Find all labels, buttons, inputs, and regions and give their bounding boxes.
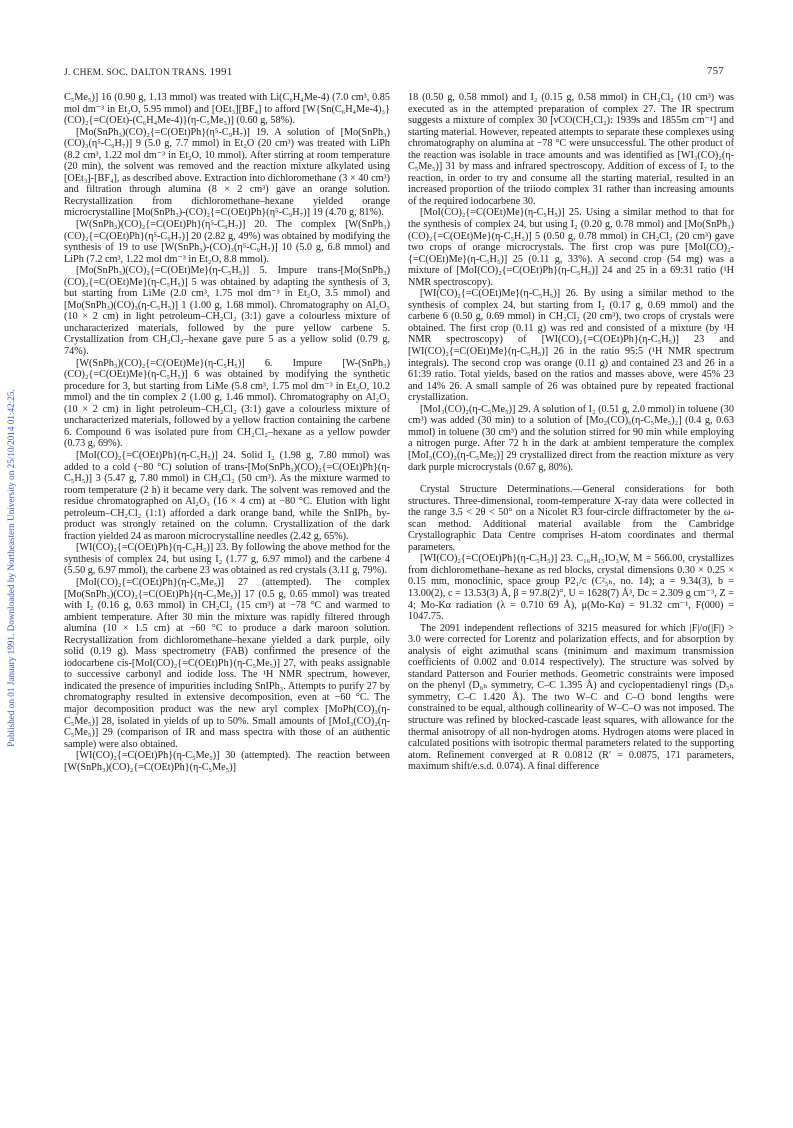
paragraph: [MoI(CO)₂{=C(OEt)Me}(η-C₅H₅)] 25. Using a similar method to that for the synthesis of complex 24, but using I₂ (0.20 g, 0.78 mmol) and [Mo(SnPh₃)(CO)₂{=C(OEt)Me}(η-C₅H₅)] 5 (0.50 g, 0.78 mmol) in CH₂Cl₂ (20 cm³) gave two crops of orange microcrystals. The first crop was pure [MoI(CO)₂-{=C(OEt)Me}(η-C₅H₅)] 25 (0.11 g, 33%). A second crop (54 mg) was a mixture of [MoI(CO)₂{=C(OEt)Ph}(η-C₅H₅)] 24 and 25 in a 69:31 ratio (¹H NMR spectroscopy). <box>408 207 734 288</box>
paragraph: [W(SnPh₃)(CO)₂{=C(OEt)Me}(η-C₅H₅)] 6. Impure [W-(SnPh₃)(CO)₂{=C(OEt)Me}(η-C₅H₅)] 6 was obtained by modifying the synthetic procedure for 3, but starting from LiMe (5.8 cm³, 1.75 mol dm⁻³ in Et₂O, 10.2 mmol) and the tin complex 2 (1.00 g, 1.46 mmol). Chromatography on Al₂O₃ (10 × 2 cm) in light petroleum–CH₂Cl₂ (3:1) gave a colourless mixture of uncharacterized materials, followed by a yellow fraction containing the carbene 6. Compound 6 was isolated pure from CH₂Cl₂–hexane as a yellow powder (0.73 g, 69%). <box>64 357 390 450</box>
paragraph: [WI(CO)₂{=C(OEt)Ph}(η-C₅H₅)] 23. By following the above method for the synthesis of complex 24, but using I₂ (1.77 g, 6.97 mmol) and the carbene 4 (5.50 g, 6.97 mmol), the carbene 23 was obtained as red crystals (3.11 g, 79%). <box>64 542 390 577</box>
download-watermark-text: Published on 01 January 1991. Downloaded by Northeastern University on 25/10/2014 01:42:25. <box>6 388 16 747</box>
left-column <box>64 92 390 773</box>
journal-year: 1991 <box>209 66 233 78</box>
paragraph: [MoI₃(CO)₂(η-C₅Me₅)] 29. A solution of I₂ (0.51 g, 2.0 mmol) in toluene (30 cm³) was added (30 min) to a solution of [Mo₂(CO)₆(η-C₅Me₅)₂] (0.4 g, 0.63 mmol) in toluene (30 cm³) and the solution stirred for 90 min while employing a nitrogen purge. After 72 h in the dark at ambient temperature the complex [MoI₃(CO)₂(η-C₅Me₅)] 29 crystallized direct from the reaction mixture as very dark purple microcrystals (0.67 g, 80%). <box>408 403 734 473</box>
paragraph: [WI(CO)₂{=C(OEt)Ph}(η-C₅H₅)] 23. C₁₆H₁₅IO₃W, M = 566.00, crystallizes from dichloromethane–hexane as red blocks, crystal dimensions 0.30 × 0.25 × 0.15 mm, monoclinic, space group P2₁/c (C²₅ₕ, no. 14); a = 9.34(3), b = 13.00(2), c = 13.53(3) Å, β = 97.8(2)°, U = 1628(7) Å³, Dc = 2.309 g cm⁻³, Z = 4; Mo-Kα radiation (λ = 0.710 69 Å), μ(Mo-Kα) = 91.32 cm⁻¹, F(000) = 1047.75. <box>408 553 734 623</box>
paragraph: [MoI(CO)₂{=C(OEt)Ph}(η-C₅H₅)] 24. Solid I₂ (1.98 g, 7.80 mmol) was added to a cold (−80 °C) solution of trans-[Mo(SnPh₃)(CO)₂{=C(OEt)Ph}(η-C₅H₅)] 3 (5.47 g, 7.80 mmol) in CH₂Cl₂ (50 cm³). As the mixture warmed to room temperature (2 h) it became very dark. The solvent was removed and the residue chromatographed on Al₂O₃ (16 × 4 cm) at −80 °C. Elution with light petroleum–CH₂Cl₂ (1:1) afforded a dark orange band, while the SnIPh₃ by-product was strongly retained on the column. Crystallization of the dark fraction yielded 24 as maroon microcrystalline needles (2.42 g, 65%). <box>64 449 390 542</box>
paragraph: [WI(CO)₂{=C(OEt)Me}(η-C₅H₅)] 26. By using a similar method to the synthesis of complex 24, but starting from I₂ (0.17 g, 0.69 mmol) and the carbene 6 (0.50 g, 0.69 mmol) in CH₂Cl₂ (20 cm³), two crops of crystals were obtained. The first crop (0.11 g) was red and consisted of a mixture (by ¹H NMR spectroscopy) of [WI(CO)₂{=C(OEt)Ph}(η-C₅H₅)] 23 and [WI(CO)₂{=C(OEt)Me}(η-C₅H₅)] 26 in the ratio 95:5 (¹H NMR spectrum integrals). The second crop was orange (0.11 g) and contained 23 and 26 in a 61:39 ratio. Total yields, based on the ratios and masses above, were 45% 23 and 14% 26. A small sample of 26 was obtained pure by repeated fractional crystallization. <box>408 288 734 404</box>
right-column <box>408 92 734 773</box>
paragraph: [Mo(SnPh₃)(CO)₂{=C(OEt)Me}(η-C₅H₅)] 5. Impure trans-[Mo(SnPh₃)(CO)₂{=C(OEt)Me}(η-C₅H₅)] 5 was obtained by adapting the synthesis of 3, but starting from LiMe (2.0 cm³, 1.75 mol dm⁻³ in Et₂O, 3.5 mmol) and [Mo(SnPh₃)(CO)₃(η-C₅H₅)] 1 (1.00 g, 1.68 mmol). Chromatography on Al₂O₃ (10 × 2 cm) in light petroleum–CH₂Cl₂ (3:1) gave a colourless mixture of uncharacterized materials, followed by the pure yellow carbene 5. Crystallization from CH₂Cl₂–hexane gave pure 5 as a yellow solid (0.79 g, 74%). <box>64 265 390 358</box>
journal-title <box>64 66 232 78</box>
paragraph: [WI(CO)₂{=C(OEt)Ph}(η-C₅Me₅)] 30 (attempted). The reaction between [W(SnPh₃)(CO)₂{=C(OEt)Ph}(η-C₅Me₅)] <box>64 750 390 773</box>
paragraph: The 2091 independent reflections of 3215 measured for which |F|/σ(|F|) > 3.0 were corrected for Lorentz and polarization effects, and for absorption by analysis of eight azimuthal scans (minimum and maximum transmission coefficients of 0.002 and 0.014 respectively). The structure was solved by standard Patterson and Fourier methods. Geometric constraints were imposed on the phenyl (D₆ₕ symmetry, C–C 1.395 Å) and cyclopentadienyl rings (D₅ₕ symmetry, C–C 1.420 Å). The two W–C and C–O bond lengths were constrained to be equal, although collinearity of W–C–O was not imposed. The structure was refined by blocked-cascade least squares, with allowance for the thermal anisotropy of all non-hydrogen atoms. Hydrogen atoms were placed in calculated positions with isotropic thermal parameters related to the supporting atom. Refinement converged at R 0.0812 (R′ = 0.0875, 171 parameters, maximum shift/e.s.d. 0.074). A final difference <box>408 622 734 773</box>
paragraph: [MoI(CO)₂{=C(OEt)Ph}(η-C₅Me₅)] 27 (attempted). The complex [Mo(SnPh₃)(CO)₂{=C(OEt)Ph}(η-C₅Me₅)] 17 (0.5 g, 0.65 mmol) was treated with I₂ (0.16 g, 0.63 mmol) in CH₂Cl₂ (15 cm³) at −78 °C and warmed to ambient temperature. After 30 min the mixture was rapidly filtered through alumina (10 × 1.5 cm) at −60 °C to produce a dark maroon solution. Recrystallization from dichloromethane–hexane yielded a dark purple, oily solid (0.19 g). Mass spectrometry (FAB) confirmed the presence of the iodocarbene cis-[MoI(CO)₂{=C(OEt)Ph}(η-C₅Me₅)] 27, with peaks assignable to successive carbonyl and iodide loss. The ¹H NMR spectrum, however, indicated the presence of impurities including SnIPh₃. Attempts to purify 27 by chromatography resulted in extensive decomposition, even at −60 °C. The major decomposition product was the new aryl complex [MoPh(CO)₃(η-C₅Me₅)] 28, isolated in yields of up to 50%. Small amounts of [MoI₃(CO)₂(η-C₅Me₅)] 29 (comparison of IR and mass spectra with those of an authentic sample) were also obtained. <box>64 576 390 750</box>
paragraph: C₅Me₅)] 16 (0.90 g, 1.13 mmol) was treated with Li(C₆H₄Me-4) (7.0 cm³, 0.85 mol dm⁻³ in Et₂O, 5.95 mmol) and [OEt₃][BF₄] to afford [W{Sn(C₆H₄Me-4)₃}(CO)₂{=C(OEt)-(C₆H₄Me-4)}(η-C₅Me₅)] (0.60 g, 58%). <box>64 92 390 127</box>
paragraph: [Mo(SnPh₃)(CO)₂{=C(OEt)Ph}(η⁵-C₉H₇)] 19. A solution of [Mo(SnPh₃)(CO)₃(η⁵-C₉H₇)] 9 (5.0 g, 7.7 mmol) in Et₂O (20 cm³) was treated with LiPh (8.2 cm³, 1.22 mol dm⁻³ in Et₂O, 10 mmol). After stirring at room temperature (20 min), the solvent was removed and the reaction mixture alkylated using [OEt₃]-[BF₄], as described above. Extraction into dichloromethane (3 × 40 cm³) and filtration through alumina (8 × 2 cm³) gave an orange solution. Recrystallization from dichloromethane–hexane yielded orange microcrystalline [Mo(SnPh₃)-(CO)₂{=C(OEt)Ph}(η⁵-C₉H₇)] 19 (4.70 g, 81%). <box>64 126 390 219</box>
section-heading-paragraph: Crystal Structure Determinations.—General considerations for both structures. Three-dimensional, room-temperature X-ray data were collected in the range 3.5 < 2θ < 50° on a Nicolet R3 four-circle diffractometer by the ω-scan method. Additional material available from the Cambridge Crystallographic Data Centre comprises H-atom coordinates and thermal parameters. <box>408 484 734 553</box>
running-header <box>64 66 724 80</box>
page-number: 757 <box>706 65 724 77</box>
paragraph: 18 (0.50 g, 0.58 mmol) and I₂ (0.15 g, 0.58 mmol) in CH₂Cl₂ (10 cm³) was executed as in the attempted preparation of complex 27. The IR spectrum suggests a mixture of complex 30 [νCO(CH₂Cl₂): 1939s and 1855m cm⁻¹] and starting material. However, repeated attempts to separate these complexes using chromatography on alumina at −78 °C were unsuccessful. The other product of the reaction was isolable in trace amounts and was identified as [WI₃(CO)₂(η-C₅Me₅)] 31 by mass and infrared spectroscopy. Addition of excess of I₂ to the reaction, in order to try and consume all the starting material, resulted in an increased proportion of the triiodo complex 31 rather than increasing amounts of the required iodocarbene 30. <box>408 92 734 207</box>
journal-name: J. CHEM. SOC. DALTON TRANS. <box>64 68 208 78</box>
paragraph: [W(SnPh₃)(CO)₂{=C(OEt)Ph}(η⁵-C₉H₇)] 20. The complex [W(SnPh₃)(CO)₂{=C(OEt)Ph}(η⁵-C₉H₇)] 20 (2.82 g, 49%) was obtained by modifying the synthesis of 19 to use [W(SnPh₃)-(CO)₃(η⁵-C₉H₇)] 10 (5.0 g, 6.8 mmol) and LiPh (7.2 cm³, 1.22 mol dm⁻³ in Et₂O, 8.8 mmol). <box>64 219 390 265</box>
download-watermark <box>4 200 18 935</box>
